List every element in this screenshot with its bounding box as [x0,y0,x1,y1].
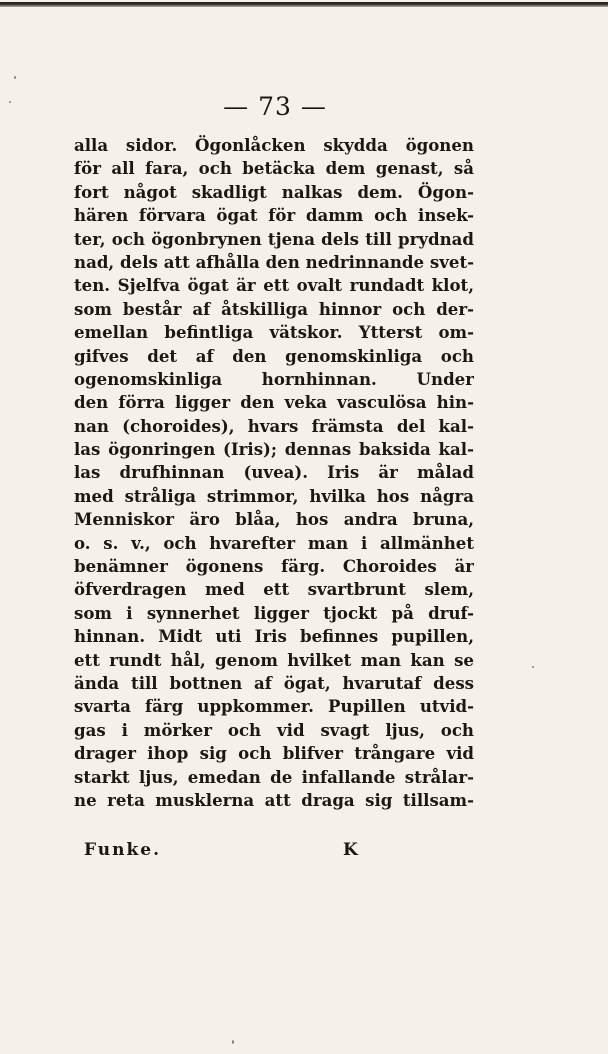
text-line: gas i mörker och vid svagt ljus, och [74,719,474,740]
text-line: nad, dels att afhålla den nedrinnande svet- [74,251,474,272]
text-line: fort något skadligt nalkas dem. Ögon- [74,181,474,202]
paper-speck [14,76,16,79]
text-line: som består af åtskilliga hinnor och der- [74,298,474,319]
text-line: med stråliga strimmor, hvilka hos några [74,485,474,506]
text-line: o. s. v., och hvarefter man i allmänhet [74,532,474,553]
paper-speck [532,666,534,668]
text-line: ända till bottnen af ögat, hvarutaf dess [74,672,474,693]
text-line: starkt ljus, emedan de infallande strålar- [74,766,474,787]
page-footer [84,840,384,866]
text-line: hinnan. Midt uti Iris befinnes pupillen, [74,626,474,647]
text-line: emellan befintliga vätskor. Ytterst om- [74,322,474,343]
page-number: — 73 — [223,92,327,121]
text-line: ne reta musklerna att draga sig tillsam- [74,789,474,810]
text-line: ett rundt hål, genom hvilket man kan se [74,649,474,670]
body-text [74,134,474,812]
text-line: öfverdragen med ett svartbrunt slem, [74,579,474,600]
text-line: ogenomskinliga hornhinnan. Under [74,368,474,389]
text-line: benämner ögonens färg. Choroides är [74,556,474,577]
catchword: Funke. [84,840,162,860]
text-line: ter, och ögonbrynen tjena dels till prydnad [74,228,474,249]
text-line: som i synnerhet ligger tjockt på druf- [74,602,474,623]
text-line: för all fara, och betäcka dem genast, så [74,158,474,179]
text-line: drager ihop sig och blifver trångare vid [74,743,474,764]
text-line: den förra ligger den veka vasculösa hin- [74,392,474,413]
paper-speck [232,1040,234,1044]
text-line: las drufhinnan (uvea). Iris är målad [74,462,474,483]
text-line: alla sidor. Ögonlåcken skydda ögonen [74,135,474,155]
text-line: Menniskor äro blåa, hos andra bruna, [74,509,474,530]
text-line: ten. Sjelfva ögat är ett ovalt rundadt klot, [74,275,474,296]
text-line: svarta färg uppkommer. Pupillen utvid- [74,696,474,717]
text-line: nan (choroides), hvars främsta del kal- [74,415,474,436]
paper-speck [9,101,11,103]
text-line: gifves det af den genomskinliga och [74,345,474,366]
text-line: hären förvara ögat för damm och insek- [74,205,474,226]
top-border-rule [0,2,608,7]
text-line: las ögonringen (Iris); dennas baksida kal- [74,439,474,460]
signature-mark: K [343,840,358,860]
